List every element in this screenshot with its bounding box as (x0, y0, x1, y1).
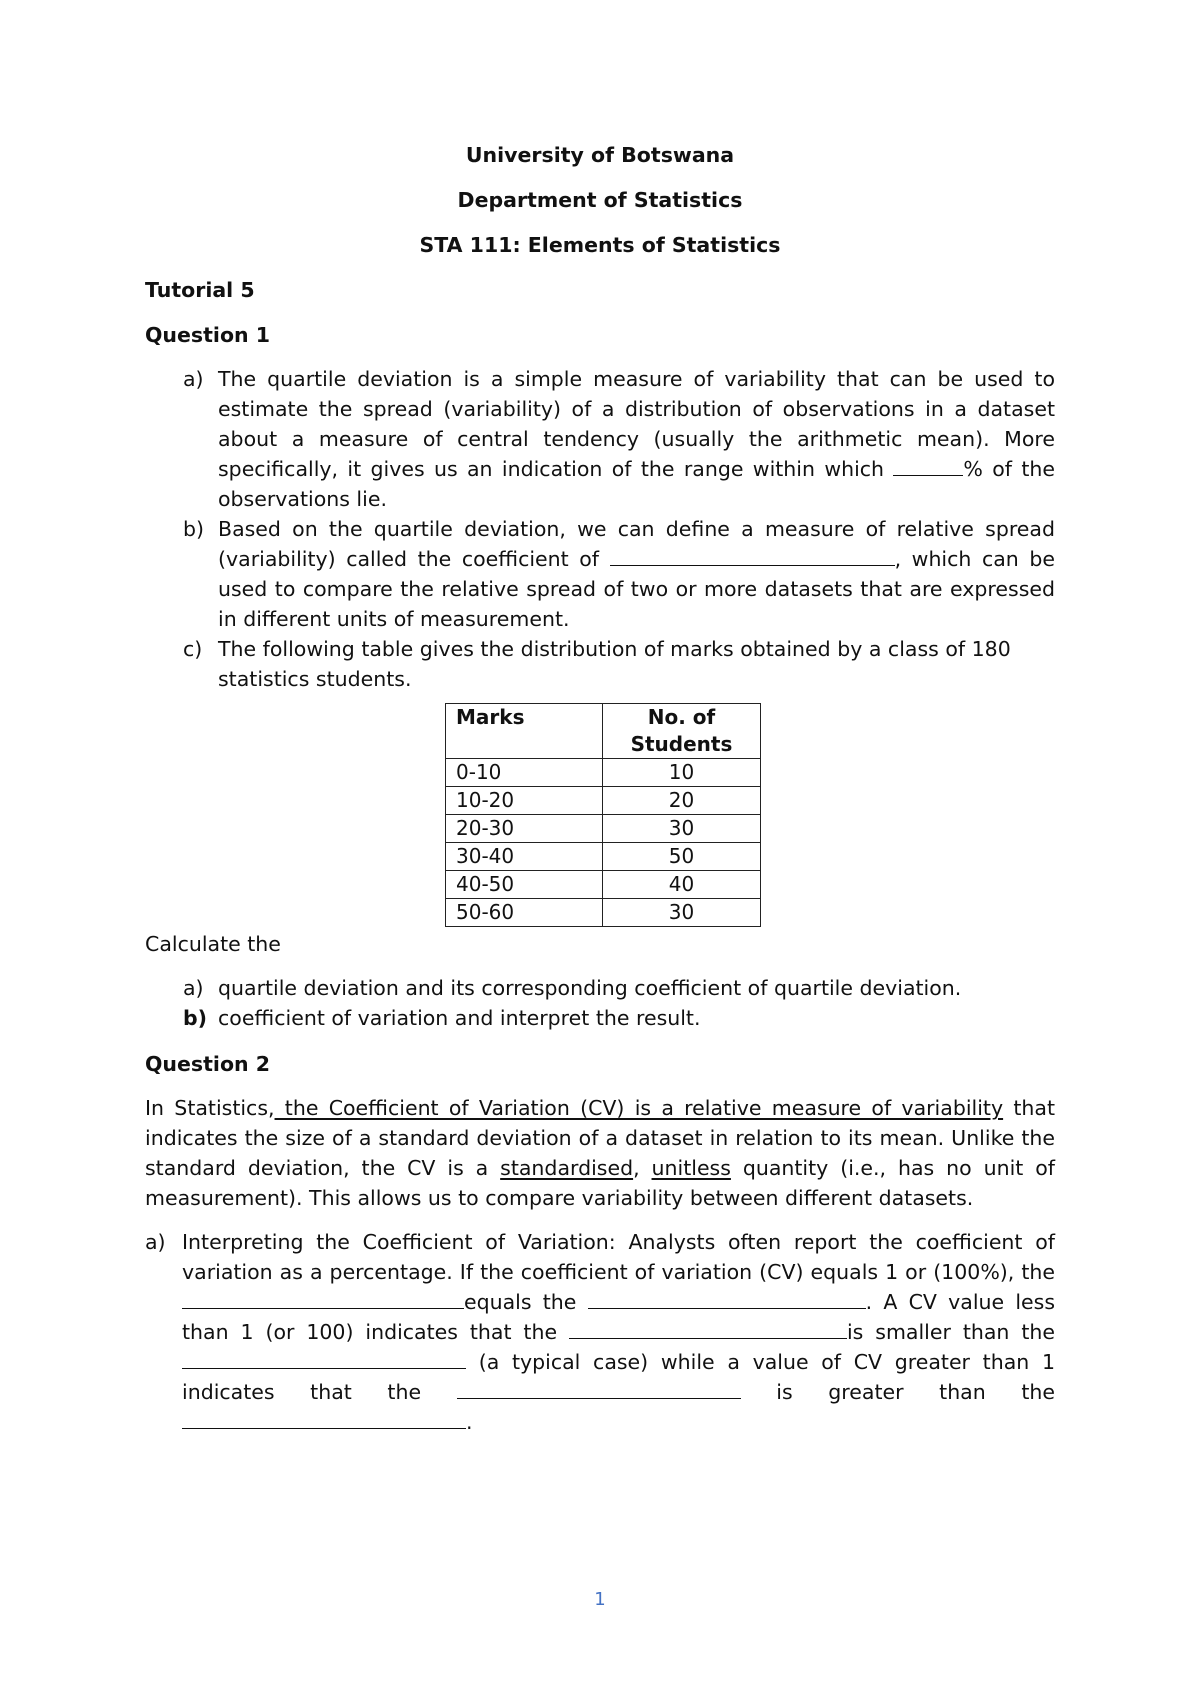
table-row (446, 843, 761, 871)
calc-item-a-label: a) (183, 976, 204, 1000)
q1-b-blank[interactable] (610, 545, 895, 566)
table-row (446, 815, 761, 843)
calc-item-a-text: quartile deviation and its corresponding coefficient of quartile deviation. (218, 976, 962, 1000)
q1-item-b-text1: Based on the quartile deviation, we can define a measure of relative spread (variability) called the coefficient of (218, 517, 1055, 571)
students-cell: 30 (603, 899, 761, 927)
table-header-row (446, 704, 761, 759)
question-1-title: Question 1 (145, 323, 271, 347)
students-cell: 30 (603, 815, 761, 843)
tutorial-title: Tutorial 5 (145, 278, 255, 302)
q2-blank-2[interactable] (588, 1288, 866, 1309)
q2-a-text2: equals the (464, 1290, 588, 1314)
table-row (446, 759, 761, 787)
marks-cell: 10-20 (446, 787, 603, 815)
q2-a-text1: Interpreting the Coefficient of Variation: Analysts often report the coefficient of variation as a percentage. If the coefficient of variation (CV) equals 1 or (100%), the (182, 1230, 1055, 1284)
q2-intro-standardised: standardised (500, 1156, 634, 1180)
q2-intro-underlined: the Coefficient of Variation (CV) is a relative measure of variability (274, 1096, 1004, 1120)
page-number: 1 (594, 1589, 606, 1610)
calc-item-b-text: coefficient of variation and interpret the result. (218, 1006, 701, 1030)
university-title: University of Botswana (465, 143, 735, 167)
table-row (446, 787, 761, 815)
marks-cell: 0-10 (446, 759, 603, 787)
q1-item-c (145, 634, 1055, 694)
q1-item-a (145, 364, 1055, 514)
course-title: STA 111: Elements of Statistics (419, 233, 781, 257)
students-cell: 10 (603, 759, 761, 787)
q2-intro (145, 1093, 1055, 1213)
q2-blank-3[interactable] (569, 1318, 847, 1339)
q2-intro-text2: that indicates the size of a standard deviation of a dataset in relation to its mean. Unlike the standard deviation, the CV is a (145, 1096, 1055, 1180)
marks-cell: 50-60 (446, 899, 603, 927)
q1-item-b (145, 514, 1055, 634)
marks-cell: 40-50 (446, 871, 603, 899)
q2-intro-text4: quantity (i.e., has no unit of measurement). This allows us to compare variability between different datasets. (145, 1156, 1055, 1210)
q1-item-b-label: b) (183, 517, 205, 541)
q1-item-b-text2: , which can be used to compare the relative spread of two or more datasets that are expressed in different units of measurement. (218, 547, 1055, 631)
marks-cell: 30-40 (446, 843, 603, 871)
q2-blank-5[interactable] (457, 1378, 741, 1399)
question-2-title: Question 2 (145, 1052, 271, 1076)
q2-blank-4[interactable] (182, 1348, 466, 1369)
q2-a-text4: is smaller than the (846, 1320, 1055, 1344)
q1-item-a-label: a) (183, 367, 204, 391)
q2-item-a (145, 1227, 1055, 1437)
q2-intro-text1: In Statistics, (145, 1096, 275, 1120)
table-row (446, 899, 761, 927)
q2-a-text7: . (466, 1410, 473, 1434)
calc-item-b (145, 1003, 1055, 1033)
students-cell: 40 (603, 871, 761, 899)
q2-item-a-label: a) (145, 1230, 166, 1254)
marks-table (445, 703, 761, 927)
calc-item-a (145, 973, 1055, 1003)
calculate-intro: Calculate the (145, 932, 281, 956)
q2-a-text3: . A CV value less than 1 (or 100) indicates that the (182, 1290, 1056, 1344)
q1-item-a-text2: % of the observations lie. (218, 457, 1055, 511)
students-cell: 50 (603, 843, 761, 871)
q2-intro-unitless: unitless (651, 1156, 731, 1180)
q2-a-text5: (a typical case) while a value of CV greater than 1 indicates that the (182, 1350, 1055, 1404)
students-column-header: No. of Students (603, 704, 761, 759)
q1-a-blank[interactable] (893, 455, 963, 476)
q1-item-c-label: c) (183, 637, 203, 661)
students-cell: 20 (603, 787, 761, 815)
table-row (446, 871, 761, 899)
q1-item-a-text1: The quartile deviation is a simple measure of variability that can be used to estimate the spread (variability) of a distribution of observations in a dataset about a measure of central tendency (usually the arithmetic mean). More specifically, it gives us an indication of the range within which (218, 367, 1055, 481)
q2-blank-1[interactable] (182, 1288, 464, 1309)
q2-intro-text3: , (633, 1156, 652, 1180)
q2-a-text6: is greater than the (740, 1380, 1055, 1404)
q2-blank-6[interactable] (182, 1408, 466, 1429)
document-page (145, 140, 1055, 1437)
marks-column-header: Marks (446, 704, 603, 759)
calc-item-b-label: b) (183, 1006, 208, 1030)
q1-item-c-text: The following table gives the distribution of marks obtained by a class of 180 statistics students. (218, 637, 1011, 691)
department-title: Department of Statistics (457, 188, 743, 212)
marks-cell: 20-30 (446, 815, 603, 843)
